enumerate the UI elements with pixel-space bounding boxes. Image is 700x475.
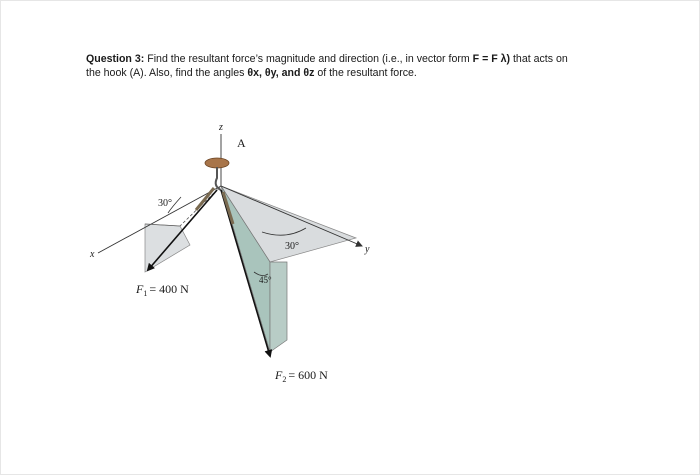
f1-rope — [196, 188, 214, 210]
f2-label — [274, 368, 328, 384]
angle-30-right-label: 30° — [285, 241, 299, 252]
hook-base — [205, 158, 229, 168]
axis-y-label: y — [365, 244, 370, 255]
question-text-1a: Find the resultant force’s magnitude and direction (i.e., in vector form — [144, 53, 473, 65]
f1-subscript: 1 — [143, 289, 148, 298]
angles-list: θx, θy, and θz — [247, 67, 315, 79]
axis-x-label: x — [90, 249, 95, 260]
angle-30-left-label: 30° — [158, 198, 172, 209]
f2-subscript: 2 — [282, 375, 287, 384]
question-label: Question 3: — [86, 53, 145, 65]
f2-value: = 600 N — [288, 368, 328, 382]
f2-symbol: F — [275, 368, 283, 382]
question-text-2b: of the resultant force. — [314, 67, 417, 79]
f2-plane-right — [270, 262, 287, 352]
axis-z-label: z — [219, 122, 223, 133]
f1-label — [135, 282, 189, 298]
f1-value: = 400 N — [149, 282, 189, 296]
vector-form: F = F λ) — [472, 53, 511, 65]
question-text-1b: that acts on — [510, 53, 568, 65]
question-text-2a: the hook (A). Also, find the angles — [86, 67, 248, 79]
angle-45-label: 45° — [259, 275, 272, 285]
f1-symbol: F — [136, 282, 144, 296]
point-a-label: A — [237, 136, 246, 150]
